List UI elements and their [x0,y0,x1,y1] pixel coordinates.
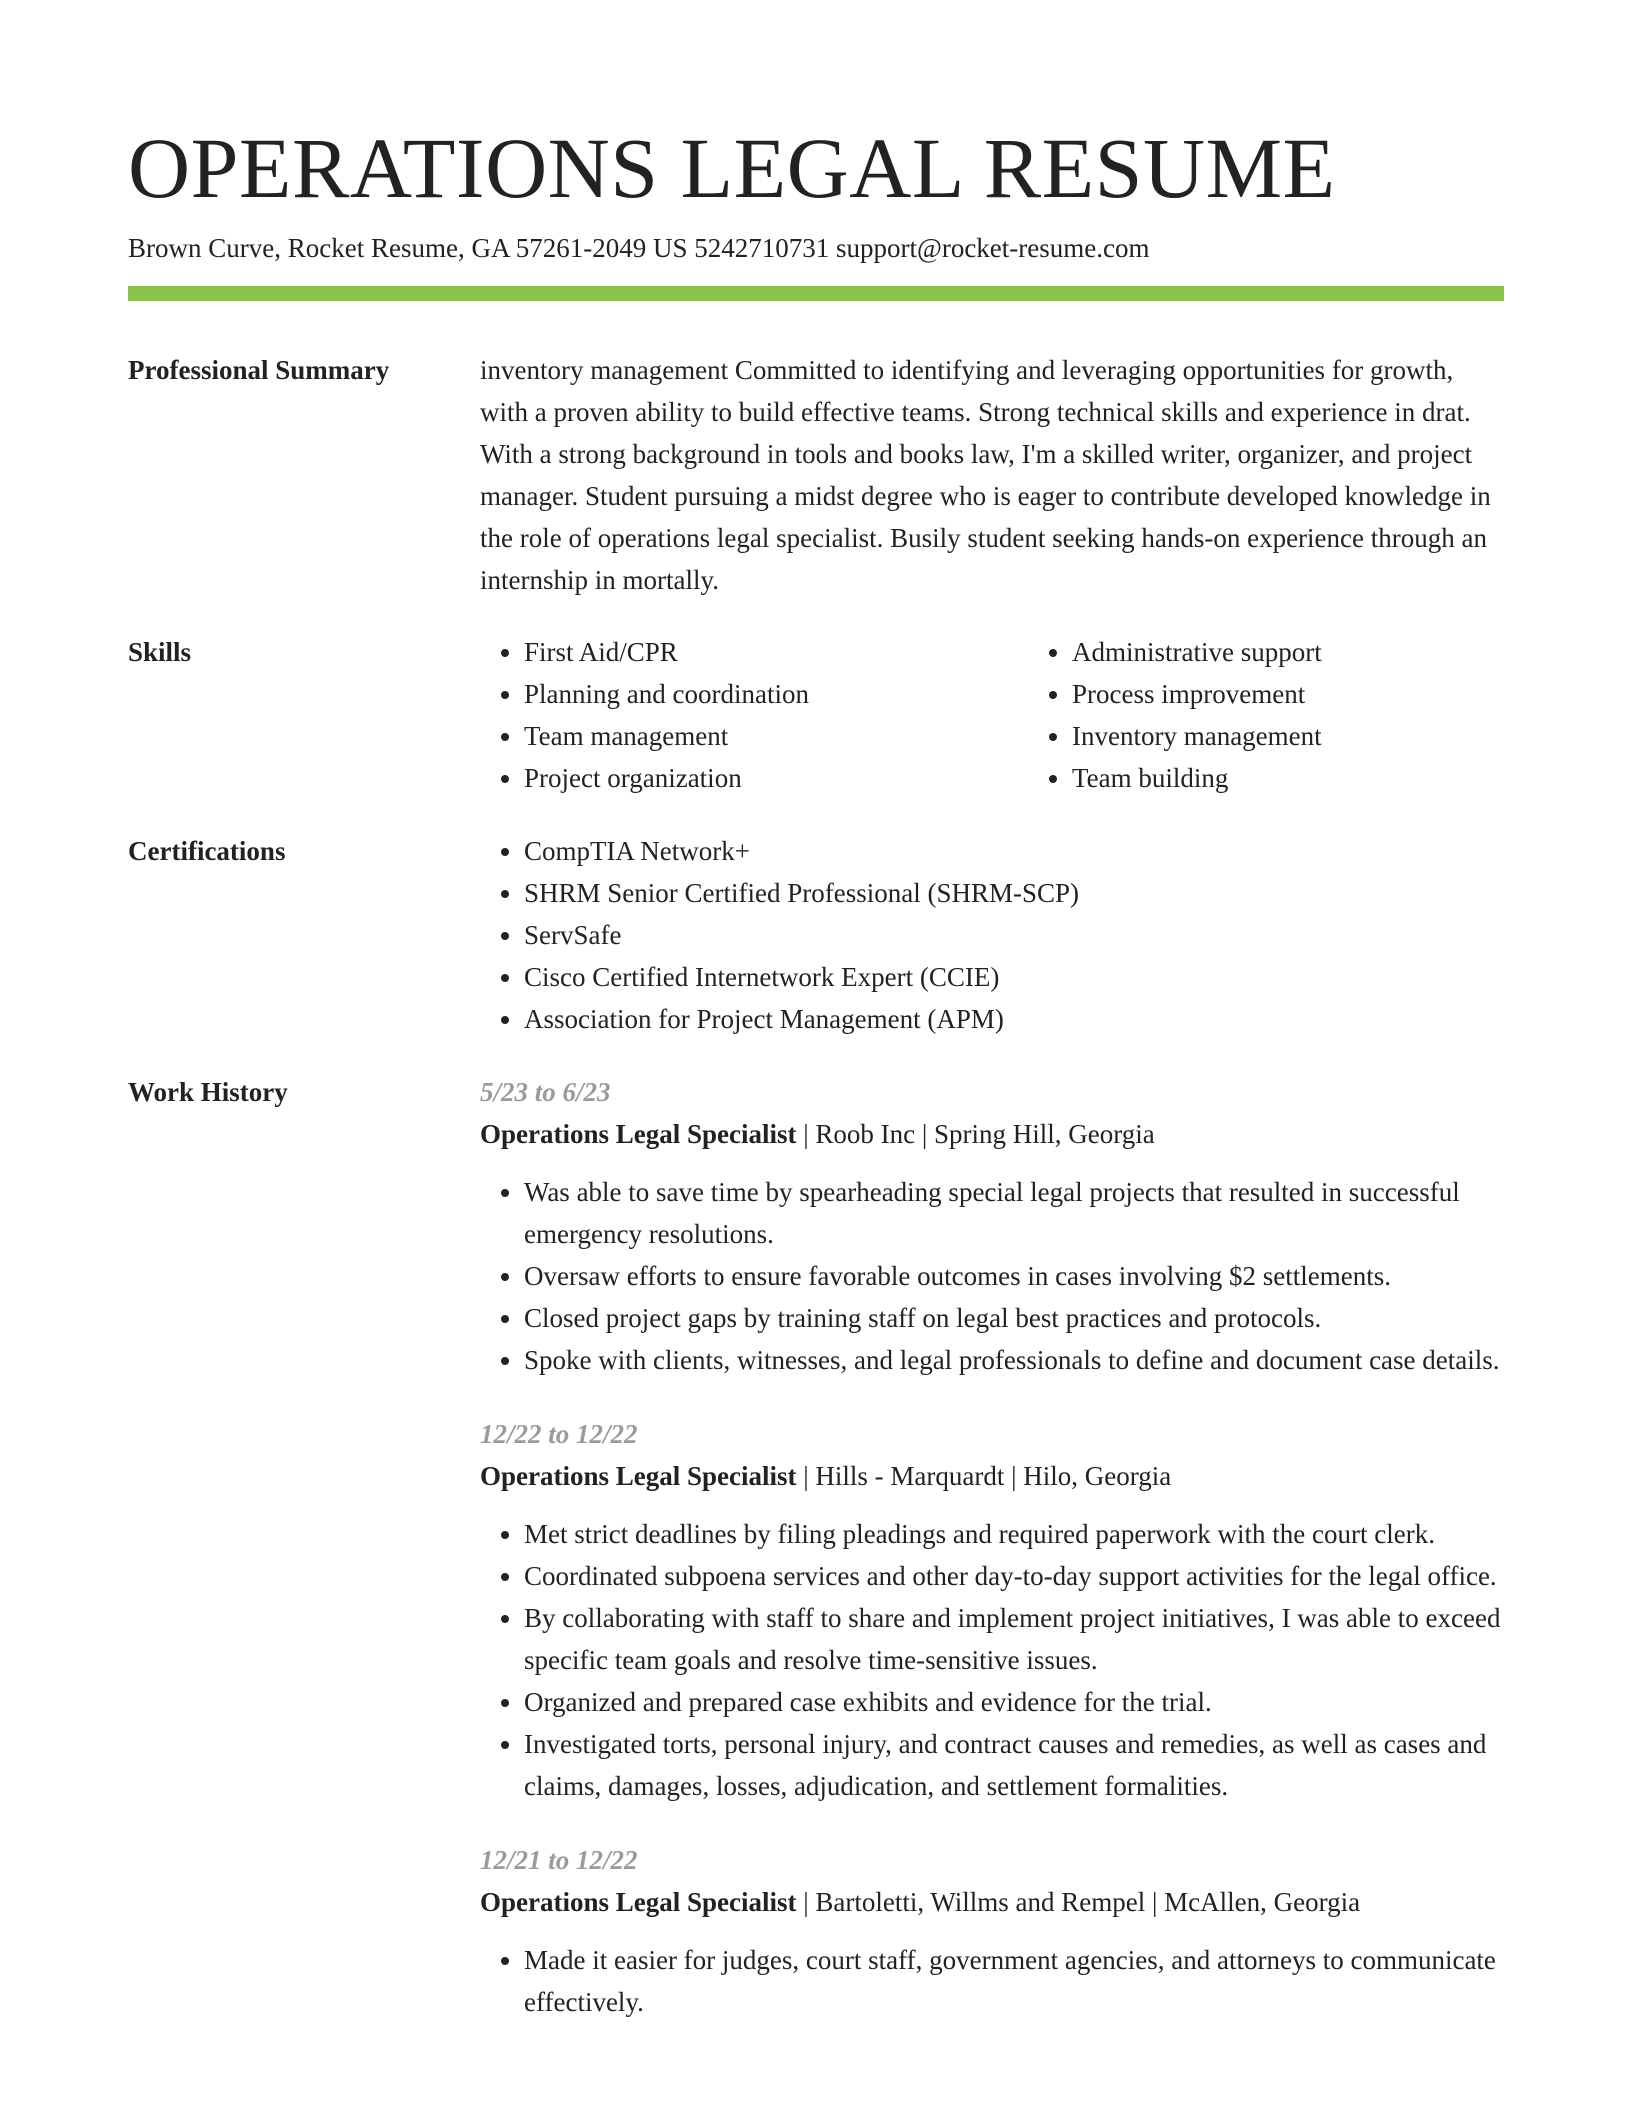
skill-item: • Inventory management [1072,715,1532,757]
job-bullet: • Investigated torts, personal injury, and contract causes and remedies, as well as cases and claims, damages, losses, adjudication, and settlement formalities. [524,1723,1504,1807]
job-dates: 12/21 to 12/22 [480,1845,638,1875]
job-details: | Hills - Marquardt | Hilo, Georgia [796,1461,1172,1491]
skills-list-left [480,631,984,799]
job-bullet: • Made it easier for judges, court staff, government agencies, and attorneys to communicate effectively. [524,1939,1504,2023]
skills-columns [480,631,1504,799]
resume-title: OPERATIONS LEGAL RESUME [128,120,1336,216]
contact-line: Brown Curve, Rocket Resume, GA 57261-2049 US 5242710731 support@rocket-resume.com [128,233,1150,263]
job-bullet: • Spoke with clients, witnesses, and legal professionals to define and document case details. [524,1339,1504,1381]
job-bullets [480,1939,1504,2023]
skill-item: • Project organization [524,757,984,799]
job-bullet: • Met strict deadlines by filing pleadings and required paperwork with the court clerk. [524,1513,1504,1555]
job-bullet: • Oversaw efforts to ensure favorable outcomes in cases involving $2 settlements. [524,1255,1504,1297]
job-details: | Bartoletti, Willms and Rempel | McAllen, Georgia [796,1887,1361,1917]
job-details: | Roob Inc | Spring Hill, Georgia [796,1119,1155,1149]
certification-item: • SHRM Senior Certified Professional (SHRM-SCP) [524,872,1504,914]
accent-divider [128,286,1504,301]
job-bullet: • Organized and prepared case exhibits and evidence for the trial. [524,1681,1504,1723]
skill-item: • First Aid/CPR [524,631,984,673]
skills-body [480,631,1504,799]
skill-item: • Administrative support [1072,631,1532,673]
job-heading [480,1881,1504,1923]
summary-text: inventory management Committed to identifying and leveraging opportunities for growth, with a proven ability to build effective teams. Strong technical skills and experience in drat. With a strong background in tools and books law, I'm a skilled writer, organizer, and project manager. Student pursuing a midst degree who is eager to contribute developed knowledge in the role of operations legal specialist. Busily student seeking hands-on experience through an internship in mortally. [480,355,1491,595]
job-heading [480,1113,1504,1155]
certification-item: • CompTIA Network+ [524,830,1504,872]
job-dates: 12/22 to 12/22 [480,1419,638,1449]
job-bullet: • Coordinated subpoena services and other day-to-day support activities for the legal office. [524,1555,1504,1597]
job-bullet: • Closed project gaps by training staff on legal best practices and protocols. [524,1297,1504,1339]
job-bullets [480,1171,1504,1381]
job-bullets [480,1513,1504,1807]
job-heading [480,1455,1504,1497]
work-history-label: Work History [128,1077,288,1107]
summary-body [480,349,1504,601]
certification-item: • Association for Project Management (APM) [524,998,1504,1040]
job-title: Operations Legal Specialist [480,1887,797,1917]
job-bullet: • Was able to save time by spearheading special legal projects that resulted in successful emergency resolutions. [524,1171,1504,1255]
skill-item: • Planning and coordination [524,673,984,715]
skill-item: • Team management [524,715,984,757]
job-title: Operations Legal Specialist [480,1461,797,1491]
job-entry [480,1839,1504,2023]
job-title: Operations Legal Specialist [480,1119,797,1149]
skills-label: Skills [128,637,192,667]
certifications-list [480,830,1504,1040]
certifications-label: Certifications [128,836,286,866]
job-dates: 5/23 to 6/23 [480,1077,611,1107]
skill-item: • Process improvement [1072,673,1532,715]
skills-list-right [1028,631,1532,799]
work-history-body [480,1071,1504,2055]
certifications-body [480,830,1504,1040]
job-entry [480,1413,1504,1807]
certification-item: • ServSafe [524,914,1504,956]
certification-item: • Cisco Certified Internetwork Expert (CCIE) [524,956,1504,998]
skill-item: • Team building [1072,757,1532,799]
job-entry [480,1071,1504,1381]
summary-label: Professional Summary [128,355,390,385]
job-bullet: • By collaborating with staff to share and implement project initiatives, I was able to exceed specific team goals and resolve time-sensitive issues. [524,1597,1504,1681]
